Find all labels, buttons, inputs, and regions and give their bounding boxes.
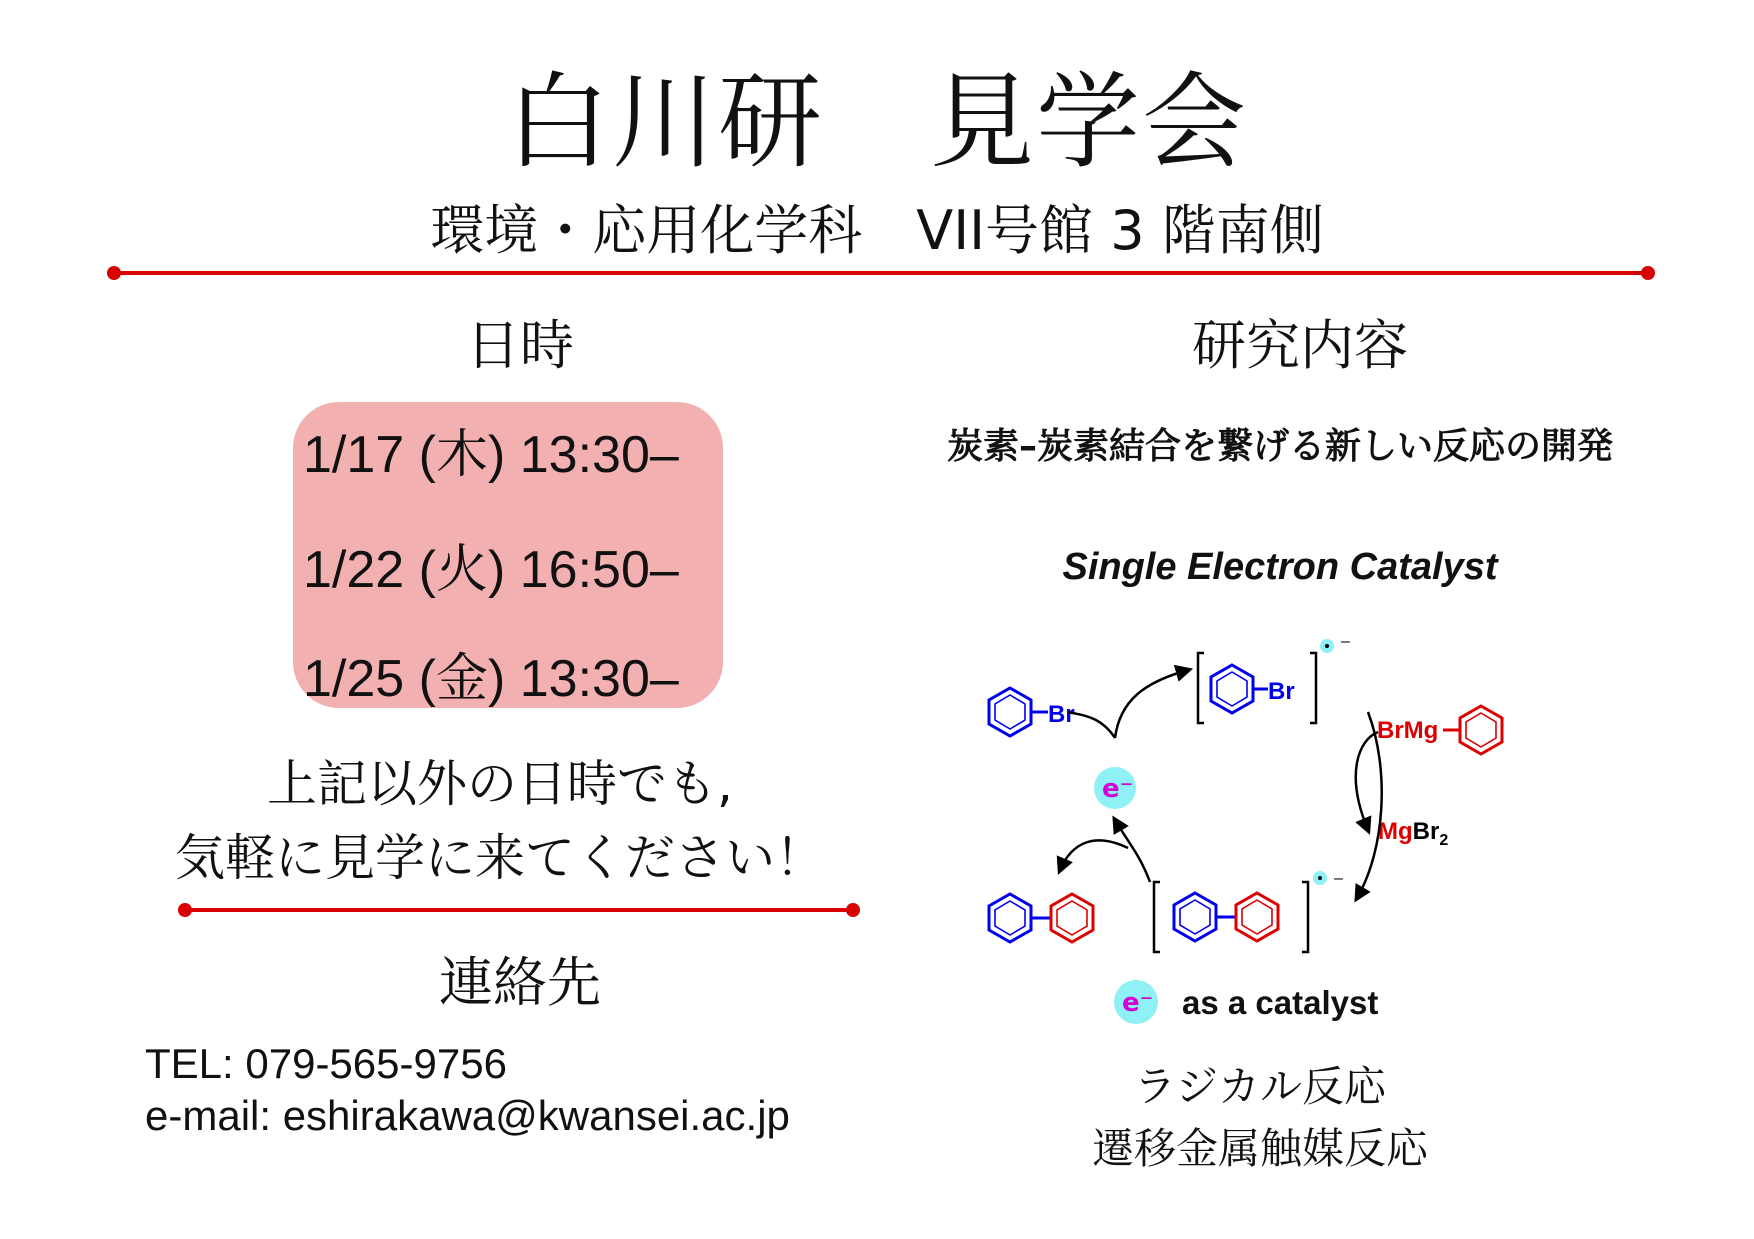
divider-dot [1641, 266, 1655, 280]
radical-anion-1 [1198, 633, 1350, 723]
note-line-2: 気軽に見学に来てください！ [175, 829, 825, 887]
location-subtitle: 環境・応用化学科 VII号館 3 階南側 [430, 199, 1324, 262]
schedule-heading: 日時 [466, 314, 574, 377]
br2-text: Br [1412, 818, 1440, 845]
phenylmagnesium-molecule [1443, 706, 1502, 754]
mgbr2-label [1378, 818, 1448, 849]
contact-heading: 連絡先 [439, 951, 601, 1014]
contact-tel: TEL: 079-565-9756 [145, 1040, 507, 1087]
biphenyl-product [989, 894, 1093, 942]
electron-label: e⁻ [1122, 988, 1154, 1018]
note-line-1: 上記以外の日時でも, [267, 755, 733, 813]
divider-dot [107, 266, 121, 280]
contact-email: e-mail: eshirakawa@kwansei.ac.jp [145, 1092, 790, 1139]
electron-legend-icon [1108, 974, 1164, 1030]
top-divider [113, 271, 1648, 275]
bromobenzene-molecule [989, 688, 1048, 736]
subscript-2: 2 [1439, 832, 1449, 849]
mg-text: Mg [1378, 818, 1413, 845]
diagram-title: Single Electron Catalyst [1062, 546, 1498, 588]
reaction-type-1: ラジカル反応 [1133, 1062, 1386, 1111]
br-label: Br [1048, 701, 1075, 728]
brmg-label: BrMg [1377, 717, 1439, 744]
research-summary: 炭素–炭素結合を繋げる新しい反応の開発 [946, 426, 1613, 467]
divider-dot [846, 903, 860, 917]
minus-sign: – [1341, 633, 1350, 650]
divider-dot [178, 903, 192, 917]
page-title: 白川研 見学会 [505, 61, 1248, 183]
minus-sign: – [1334, 870, 1343, 887]
radical-anion-2 [1154, 870, 1343, 952]
reaction-type-2: 遷移金属触媒反応 [1091, 1124, 1428, 1173]
date-item: 1/22 (火) 16:50– [303, 541, 679, 599]
electron-label: e⁻ [1102, 774, 1134, 804]
catalyst-label: as a catalyst [1182, 984, 1379, 1021]
br-label: Br [1268, 678, 1295, 705]
date-item: 1/25 (金) 13:30– [303, 650, 679, 708]
contact-divider [184, 908, 854, 912]
research-heading: 研究内容 [1192, 314, 1408, 377]
date-item: 1/17 (木) 13:30– [303, 426, 679, 484]
